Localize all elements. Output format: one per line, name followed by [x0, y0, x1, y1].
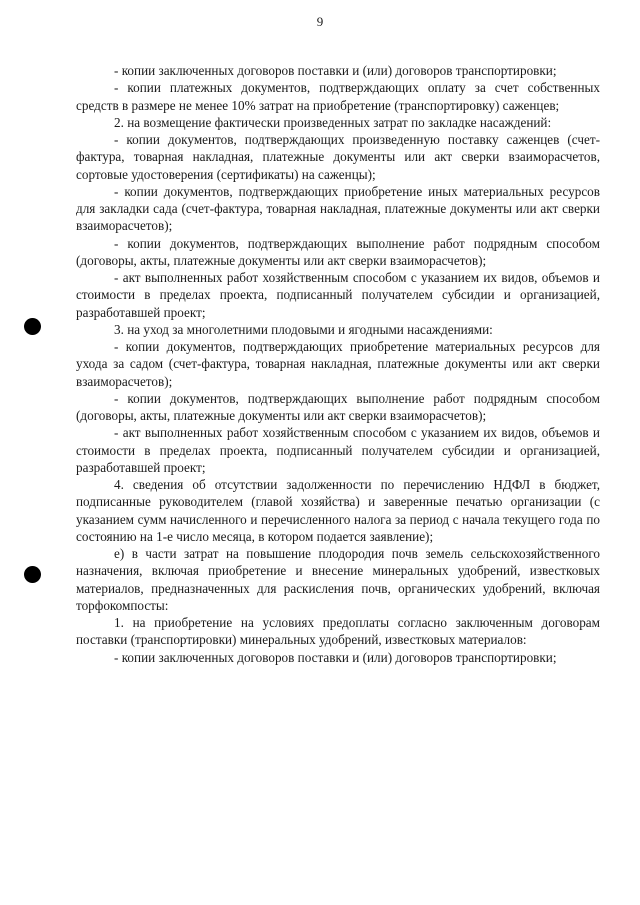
paragraph: - копии заключенных договоров поставки и (или) договоров транспортировки;: [114, 649, 557, 665]
paragraph: - копии платежных документов, подтверждающих оплату за счет собственных средств в размере не менее 10% затрат на приобретение (транспортировку) саженцев;: [76, 80, 600, 113]
paragraph: - копии заключенных договоров поставки и (или) договоров транспортировки;: [114, 63, 557, 78]
paragraph: - копии документов, подтверждающих произведенную поставку саженцев (счет-фактура, товарная накладная, платежные документы или акт сверки взаиморасчетов, сортовые удостоверения (сертификаты) на саженцы);: [76, 132, 600, 182]
paragraph: 2. на возмещение фактически произведенных затрат по закладке насаждений:: [114, 114, 552, 130]
page-number: 9: [316, 14, 324, 29]
paragraph: - копии документов, подтверждающих приобретение иных материальных ресурсов для закладки сада (счет-фактура, товарная накладная, платежные документы или акт сверки взаиморасчетов);: [76, 183, 600, 234]
paragraph: е) в части затрат на повышение плодородия почв земель сельскохозяйственного назначения, включая приобретение и внесение минеральных удобрений, известковых материалов, предназначенных для раскисления почв, органических удобрений, включая торфокомпосты:: [76, 546, 600, 613]
paragraph: - копии документов, подтверждающих выполнение работ подрядным способом (договоры, акты, платежные документы или акт сверки взаиморасчетов);: [76, 390, 600, 423]
punch-hole-icon: [24, 566, 41, 583]
punch-hole-icon: [24, 318, 41, 335]
paragraph: - акт выполненных работ хозяйственным способом с указанием их видов, объемов и стоимости в пределах проекта, подписанный получателем субсидии и организацией, разработавшей проект;: [76, 270, 600, 320]
paragraph: - копии документов, подтверждающих приобретение материальных ресурсов для ухода за садом (счет-фактура, товарная накладная, платежные документы или акт сверки взаиморасчетов);: [76, 339, 600, 389]
paragraph: - акт выполненных работ хозяйственным способом с указанием их видов, объемов и стоимости в пределах проекта, подписанный получателем субсидии и организацией, разработавшей проект;: [76, 425, 600, 475]
paragraph: 1. на приобретение на условиях предоплаты согласно заключенным договорам поставки (транспортировки) минеральных удобрений, известковых материалов:: [76, 615, 600, 648]
paragraph: 3. на уход за многолетними плодовыми и ягодными насаждениями:: [114, 321, 493, 337]
paragraph: - копии документов, подтверждающих выполнение работ подрядным способом (договоры, акты, платежные документы или акт сверки взаиморасчетов);: [76, 235, 600, 268]
paragraph: 4. сведения об отсутствии задолженности по перечислению НДФЛ в бюджет, подписанные руководителем (главой хозяйства) и заверенные печатью организации (с указанием сумм начисленного и перечисленного налога за период с начала текущего года по состоянию на 1-е число месяца, в котором подается заявление);: [76, 477, 600, 544]
document-body: [76, 62, 600, 666]
